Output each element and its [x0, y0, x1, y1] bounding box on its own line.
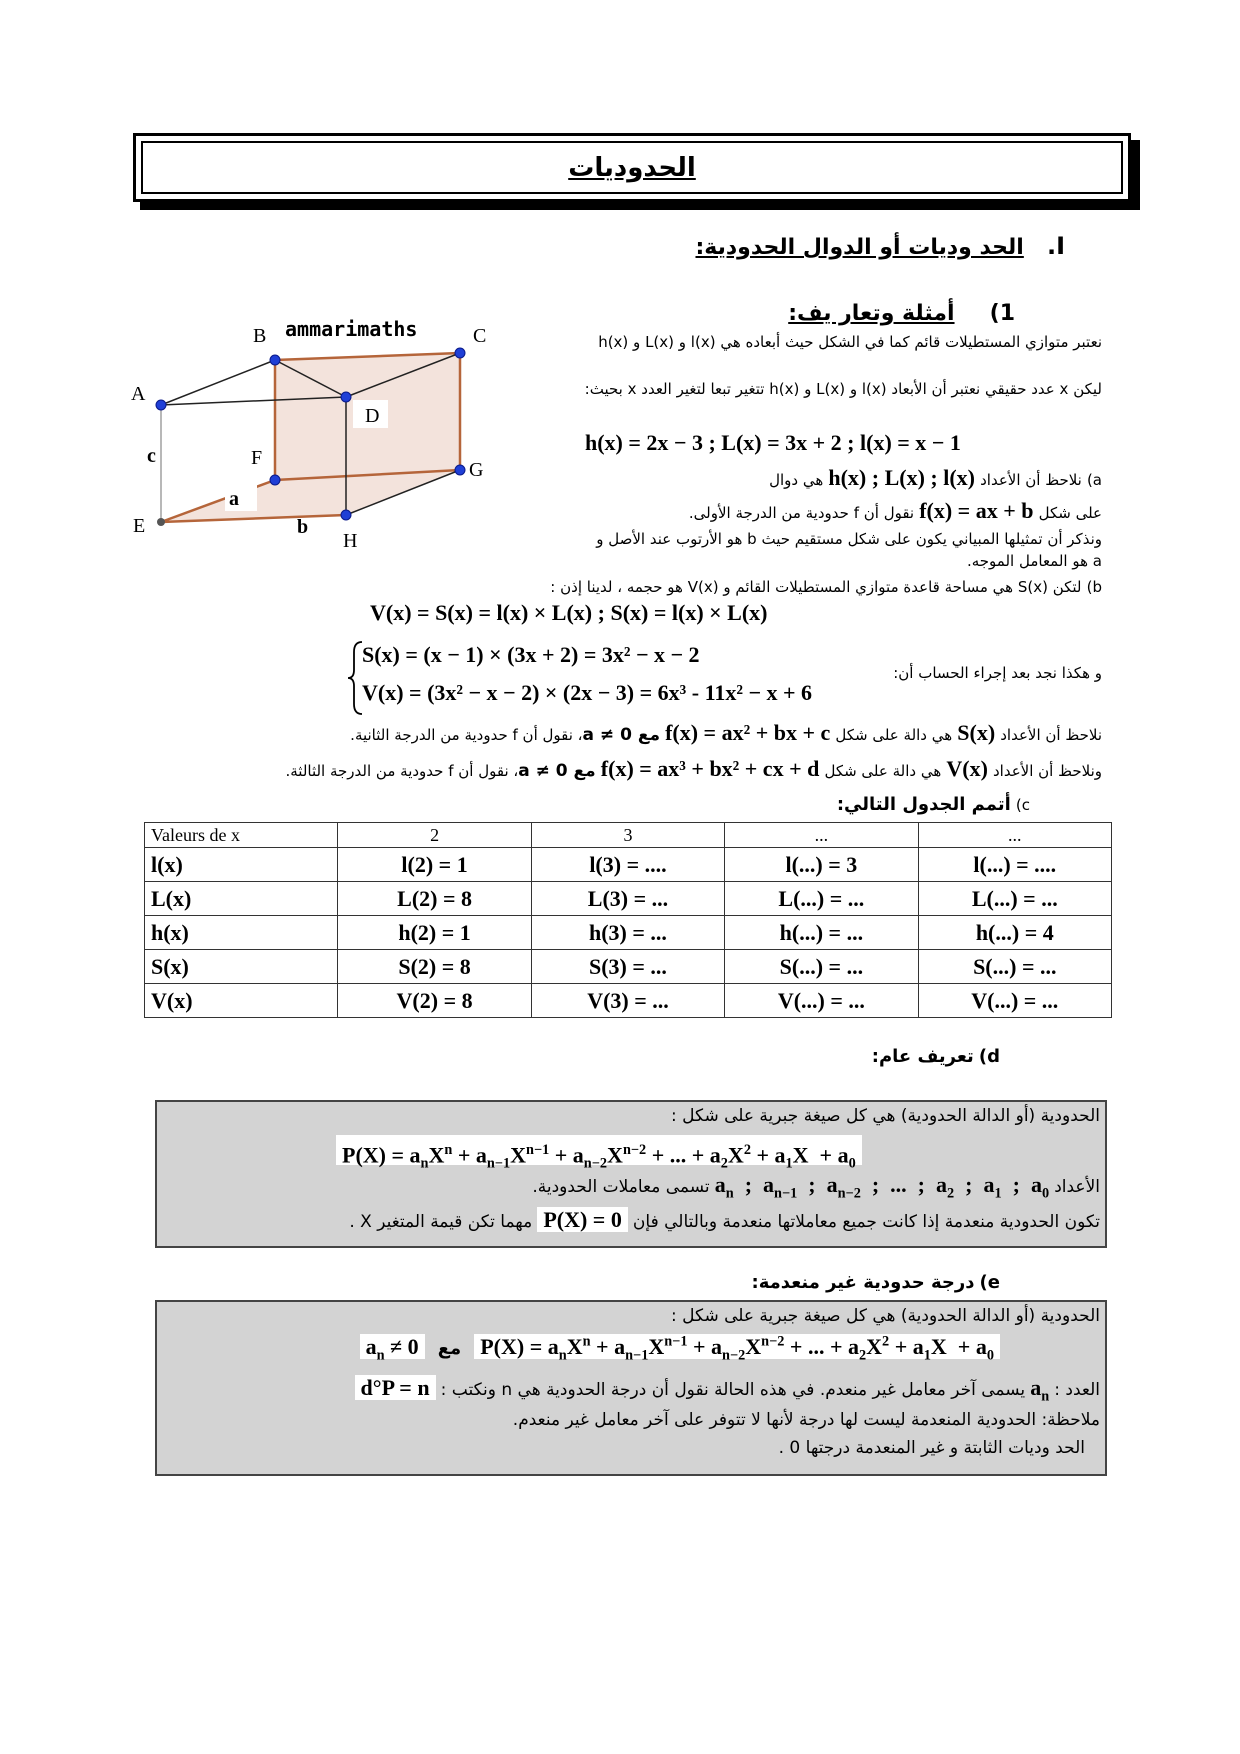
part-c-heading: c) أتمم الجدول التالي: — [836, 794, 1030, 815]
vertex-c — [455, 348, 465, 358]
linear-form: f(x) = ax + b — [919, 498, 1034, 523]
note-v: ونلاحظ أن الأعداد V(x) هي دالة على شكل f(x) = ax³ + bx² + cx + d مع a ≠ 0، نقول أن f حدودية من الدرجة الثالثة. — [285, 756, 1102, 781]
vertex-e — [157, 518, 165, 526]
table-cell: V(...) = ... — [725, 984, 918, 1018]
polynomial-formula: $P(X) = a_nX^n + a_{n-1}X^{n-1} + a_{n-2}X^{n-2}$ + ... + $a_2X^2 + a_1X + a_0$ — [336, 1135, 862, 1165]
eq-s: S(x) = (x − 1) × (3x + 2) = 3x² − x − 2 — [362, 642, 700, 667]
table-cell: S(2) = 8 — [338, 950, 531, 984]
subsection-heading — [615, 301, 1015, 326]
table-cell: L(3) = ... — [531, 882, 724, 916]
vertex-b — [270, 355, 280, 365]
calc-text: و هكذا نجد بعد إجراء الحساب أن: — [893, 664, 1102, 682]
degree-line-1: الحدودية (أو الدالة الحدودية) هي كل صيغة جبرية على شكل : — [671, 1306, 1100, 1326]
table-row — [145, 984, 1112, 1018]
table-header-cell: Valeurs de x — [145, 823, 338, 848]
prism-figure — [125, 300, 510, 550]
page-title: الحدوديات — [568, 152, 696, 183]
label-d: D — [365, 405, 380, 427]
vertex-d — [341, 392, 351, 402]
part-d-heading: d) تعريف عام: — [871, 1046, 1000, 1067]
table-cell: S(x) — [145, 950, 338, 984]
table-header-cell: 3 — [531, 823, 724, 848]
section-number: I. — [1046, 232, 1065, 260]
leading-coefficient-condition: $a_n \ne 0$ — [360, 1334, 425, 1359]
part-e-heading: e) درجة حدودية غير منعدمة: — [751, 1272, 1000, 1293]
label-e: E — [133, 515, 146, 537]
part-a-line-4: a هو المعامل الموجه. — [966, 552, 1102, 570]
table-cell: l(...) = 3 — [725, 848, 918, 882]
note-s: نلاحظ أن الأعداد S(x) هي دالة على شكل f(x) = ax² + bx + c مع a ≠ 0، نقول أن f حدودية من الدرجة الثانية. — [350, 720, 1102, 745]
table-cell: h(2) = 1 — [338, 916, 531, 950]
label-h: H — [343, 530, 358, 550]
table-header-cell: ... — [918, 823, 1111, 848]
vertex-h — [341, 510, 351, 520]
table-cell: h(3) = ... — [531, 916, 724, 950]
table-cell: h(...) = ... — [725, 916, 918, 950]
part-a-line-1: a) نلاحظ أن الأعداد h(x) ; L(x) ; l(x) هي دوال — [769, 465, 1102, 490]
note-zero-polynomial: ملاحظة: الحدودية المنعدمة ليست لها درجة لأنها لا تتوفر على آخر معامل غير منعدم. — [512, 1410, 1100, 1430]
cubic-form: f(x) = ax³ + bx² + cx + d — [600, 756, 820, 781]
dimension-equations: h(x) = 2x − 3 ; L(x) = 3x + 2 ; l(x) = x − 1 — [585, 430, 961, 455]
table-cell: l(3) = .... — [531, 848, 724, 882]
coefficient-list: $a_n$ ; $a_{n-1}$ ; $a_{n-2}$ ; ... ; $a_2$ ; $a_1$ ; $a_0$ — [714, 1172, 1050, 1202]
table-cell: S(...) = ... — [918, 950, 1111, 984]
table-row — [145, 848, 1112, 882]
table-cell: V(...) = ... — [918, 984, 1111, 1018]
table-cell: V(3) = ... — [531, 984, 724, 1018]
degree-notation: d°P = n — [355, 1375, 436, 1400]
zero-polynomial: P(X) = 0 — [537, 1207, 628, 1232]
edge-label-b: b — [297, 516, 309, 538]
table-row — [145, 916, 1112, 950]
vertex-g — [455, 465, 465, 475]
intro-line-2: ليكن x عدد حقيقي نعتبر أن الأبعاد l(x) و L(x) و h(x) تتغير تبعا لتغير العدد x بحيث: — [584, 380, 1102, 398]
table-cell: L(x) — [145, 882, 338, 916]
table-cell: L(...) = ... — [918, 882, 1111, 916]
definition-line-1: الحدودية (أو الدالة الحدودية) هي كل صيغة جبرية على شكل : — [671, 1106, 1100, 1126]
table-cell: S(3) = ... — [531, 950, 724, 984]
coefficients-line: الأعداد $a_n$ ; $a_{n-1}$ ; $a_{n-2}$ ; ... ; $a_2$ ; $a_1$ ; $a_0$ تسمى معاملات الحدودية. — [532, 1172, 1100, 1202]
table-header-cell: ... — [725, 823, 918, 848]
subsection-title: أمثلة وتعار يف: — [788, 301, 955, 326]
part-b-line-1: b) لتكن S(x) هي مساحة قاعدة متوازي المستطيلات القائم و V(x) هو حجمه ، لدينا إذن : — [550, 578, 1102, 596]
table-cell: S(...) = ... — [725, 950, 918, 984]
intro-line-1: نعتبر متوازي المستطيلات قائم كما في الشكل حيث أبعاده هي l(x) و L(x) و h(x) — [598, 333, 1102, 351]
values-table — [144, 822, 1112, 1018]
subsection-number: 1) — [989, 301, 1015, 326]
part-a-line-3: ونذكر أن تمثيلها المبياني يكون على شكل مستقيم حيث b هو الأرتوب عند الأصل و — [596, 530, 1102, 548]
degree-formula-line: $P(X) = a_nX^n + a_{n-1}X^{n-1} + a_{n-2}X^{n-2}$ + ... + $a_2X^2 + a_1X + a_0$ مع $a_n \ne 0$ — [200, 1334, 1000, 1365]
table-row — [145, 882, 1112, 916]
table-cell: V(x) — [145, 984, 338, 1018]
part-a-functions: h(x) ; L(x) ; l(x) — [828, 465, 975, 490]
section-title: الحد وديات أو الدوال الحدودية: — [695, 235, 1024, 260]
table-cell: L(...) = ... — [725, 882, 918, 916]
label-a: A — [131, 383, 146, 405]
label-f: F — [251, 447, 263, 469]
table-row — [145, 950, 1112, 984]
table-cell: V(2) = 8 — [338, 984, 531, 1018]
label-b: B — [253, 325, 267, 347]
part-a-line-2: على شكل f(x) = ax + b نقول أن f حدودية من الدرجة الأولى. — [688, 498, 1102, 523]
edge-label-a: a — [229, 488, 239, 510]
table-header-cell: 2 — [338, 823, 531, 848]
zero-polynomial-line: تكون الحدودية منعدمة إذا كانت جميع معاملاتها منعدمة وبالتالي فإن P(X) = 0 مهما تكن قيمة المتغير X . — [349, 1207, 1100, 1232]
eq-v: V(x) = (3x² − x − 2) × (2x − 3) = 6x³ - 11x² − x + 6 — [362, 680, 813, 705]
section-heading — [465, 232, 1065, 260]
watermark: ammarimaths — [285, 317, 418, 341]
volume-equation: V(x) = S(x) = l(x) × L(x) ; S(x) = l(x) × L(x) — [370, 600, 768, 625]
table-cell: l(...) = .... — [918, 848, 1111, 882]
table-cell: h(...) = 4 — [918, 916, 1111, 950]
edge-label-c: c — [147, 445, 156, 467]
table-cell: l(x) — [145, 848, 338, 882]
vertex-a — [156, 400, 166, 410]
title-box — [141, 141, 1123, 194]
label-c: C — [473, 325, 487, 347]
table-cell: l(2) = 1 — [338, 848, 531, 882]
table-header-row — [145, 823, 1112, 848]
note-constant-polynomial: الحد وديات الثابتة و غير المنعدمة درجتها 0 . — [778, 1438, 1085, 1458]
polynomial-formula-e: $P(X) = a_nX^n + a_{n-1}X^{n-1} + a_{n-2}X^{n-2}$ + ... + $a_2X^2 + a_1X + a_0$ — [474, 1334, 1000, 1359]
vertex-f — [270, 475, 280, 485]
degree-definition-line: العدد : $a_n$ يسمى آخر معامل غير منعدم. في هذه الحالة نقول أن درجة الحدودية هي n ونكتب : d°P = n — [200, 1375, 1100, 1405]
quadratic-form: f(x) = ax² + bx + c — [665, 720, 831, 745]
table-cell: h(x) — [145, 916, 338, 950]
label-g: G — [469, 459, 484, 481]
table-cell: L(2) = 8 — [338, 882, 531, 916]
